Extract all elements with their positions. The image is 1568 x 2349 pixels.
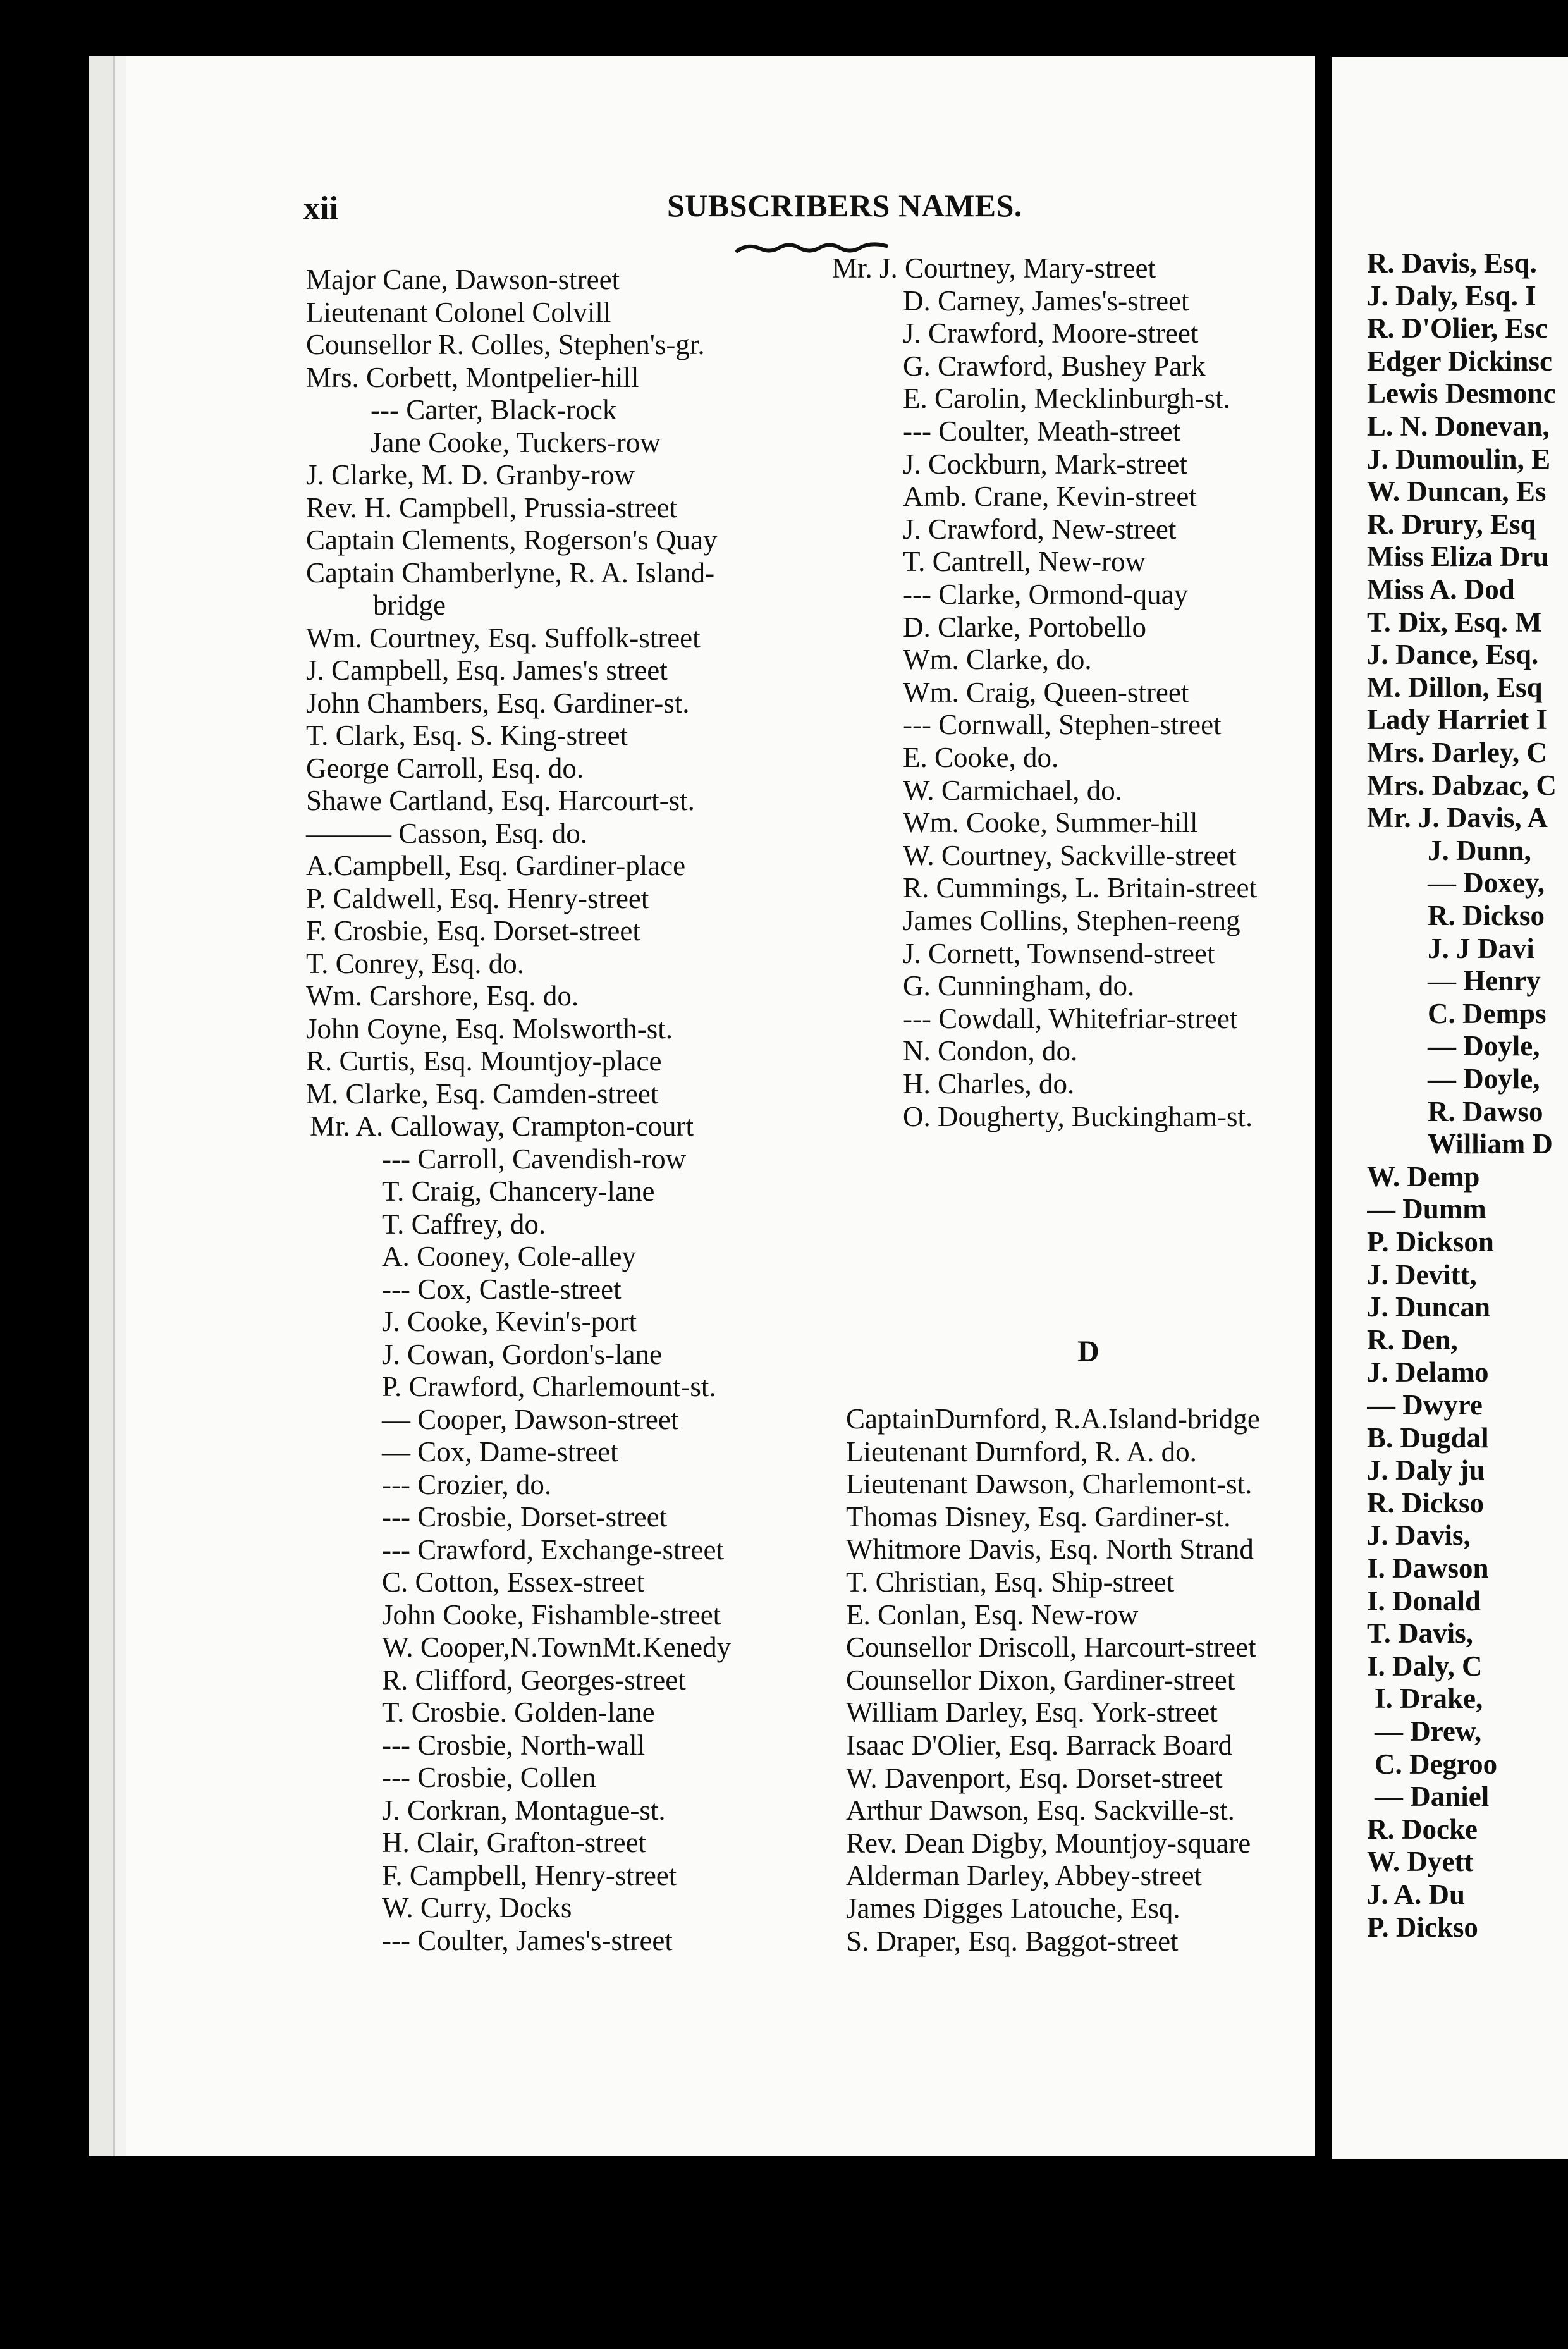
subscriber-entry: R. Cummings, L. Britain-street [903,872,1257,904]
subscriber-entry: --- Clarke, Ormond-quay [903,579,1189,610]
subscriber-entry: T. Clark, Esq. S. King-street [306,720,628,751]
subscriber-entry: — Doyle, [1428,1030,1540,1062]
subscriber-entry: --- Cowdall, Whitefriar-street [903,1002,1238,1034]
page-number: xii [303,190,338,226]
subscriber-entry: E. Conlan, Esq. New-row [846,1598,1139,1631]
subscriber-entry: J. Devitt, [1367,1258,1477,1291]
subscriber-entry: J. Dumoulin, E [1367,443,1551,475]
subscriber-entry: — Drew, [1375,1715,1482,1747]
subscriber-entry: Lewis Desmonc [1367,377,1556,410]
subscriber-entry: --- Coulter, Meath-street [903,415,1181,447]
subscriber-entry: T. Davis, [1367,1617,1473,1650]
section-letter: D [1077,1335,1099,1368]
subscriber-entry: Wm. Craig, Queen-street [903,676,1189,708]
subscriber-entry: Wm. Courtney, Esq. Suffolk-street [306,622,701,654]
subscriber-entry: N. Condon, do. [903,1035,1078,1067]
subscriber-entry: G. Crawford, Bushey Park [903,350,1206,382]
subscriber-entry: Wm. Carshore, Esq. do. [306,980,579,1012]
subscriber-entry: James Collins, Stephen-reeng [903,905,1240,936]
subscriber-entry: B. Dugdal [1367,1421,1489,1454]
subscriber-entry: Rev. H. Campbell, Prussia-street [306,491,677,524]
subscriber-entry: Lieutenant Durnford, R. A. do. [846,1435,1197,1468]
subscriber-entry: C. Cotton, Essex-street [382,1566,644,1598]
subscriber-entry: R. Docke [1367,1813,1478,1845]
subscriber-entry: J. Cowan, Gordon's-lane [382,1338,663,1370]
subscriber-entry: John Cooke, Fishamble-street [382,1598,721,1631]
subscriber-entry: Rev. Dean Digby, Mountjoy-square [846,1827,1251,1859]
subscriber-entry: E. Cooke, do. [903,742,1059,773]
subscriber-entry: — Dwyre [1367,1389,1483,1421]
subscriber-entry: J. Daly ju [1367,1454,1485,1487]
subscriber-entry: --- Crosbie, North-wall [382,1729,646,1761]
subscriber-entry: Mrs. Dabzac, C [1367,769,1557,801]
subscriber-entry: W. Davenport, Esq. Dorset-street [846,1762,1223,1794]
subscriber-entry: R. Curtis, Esq. Mountjoy-place [306,1045,662,1077]
subscriber-entry: F. Campbell, Henry-street [382,1859,677,1891]
page-title: SUBSCRIBERS NAMES. [667,188,1022,223]
subscriber-entry: D. Clarke, Portobello [903,611,1146,643]
subscriber-entry: S. Draper, Esq. Baggot-street [846,1925,1179,1957]
subscriber-entry: H. Charles, do. [903,1068,1075,1100]
subscriber-entry: --- Crosbie, Collen [382,1762,596,1793]
subscriber-entry: --- Crawford, Exchange-street [382,1533,724,1566]
subscriber-entry: Arthur Dawson, Esq. Sackville-st. [846,1794,1235,1827]
subscriber-entry: W. Dyett [1367,1846,1474,1878]
subscriber-entry: I. Dawson [1367,1552,1489,1584]
subscriber-entry: James Digges Latouche, Esq. [846,1892,1180,1924]
subscriber-entry: R. Den, [1367,1323,1458,1356]
subscriber-entry: R. Clifford, Georges-street [382,1664,686,1696]
subscriber-entry: Mrs. Darley, C [1367,737,1547,768]
subscriber-entry: Mr. J. Davis, A [1367,802,1548,834]
subscriber-entry: Wm. Cooke, Summer-hill [903,807,1198,839]
subscriber-entry: — Cox, Dame-street [382,1436,618,1468]
subscriber-entry: T. Dix, Esq. M [1367,606,1542,638]
subscriber-entry: P. Caldwell, Esq. Henry-street [306,882,649,914]
subscriber-entry: — Doyle, [1428,1063,1540,1095]
subscriber-entry: — Doxey, [1428,867,1545,899]
subscriber-entry: J. Clarke, M. D. Granby-row [306,459,635,491]
subscriber-entry: H. Clair, Grafton-street [382,1827,647,1858]
subscriber-entry: W. Carmichael, do. [903,774,1122,806]
subscriber-entry: Lieutenant Dawson, Charlemont-st. [846,1468,1253,1500]
subscriber-entry: --- Carter, Black-rock [371,394,617,426]
subscriber-entry: M. Clarke, Esq. Camden-street [306,1077,659,1110]
subscriber-entry: T. Christian, Esq. Ship-street [846,1566,1175,1598]
subscriber-entry: J. A. Du [1367,1879,1466,1910]
subscriber-entry: --- Cornwall, Stephen-street [903,709,1222,741]
subscriber-entry: P. Dickso [1367,1911,1478,1943]
subscriber-entry: R. D'Olier, Esc [1367,312,1548,345]
subscriber-entry: D. Carney, James's-street [903,285,1189,317]
subscriber-entry: I. Daly, C [1367,1650,1483,1682]
subscriber-entry: J. Cockburn, Mark-street [903,448,1187,480]
subscriber-entry: — Henry [1428,965,1541,997]
subscriber-entry: CaptainDurnford, R.A.Island-bridge [846,1403,1260,1435]
subscriber-entry: Whitmore Davis, Esq. North Strand [846,1533,1254,1566]
subscriber-entry: Edger Dickinsc [1367,345,1552,377]
subscriber-entry: Wm. Clarke, do. [903,644,1092,676]
subscriber-entry: C. Degroo [1375,1748,1498,1780]
subscriber-entry: T. Caffrey, do. [382,1208,546,1240]
subscriber-entry: Miss A. Dod [1367,573,1515,605]
subscriber-entry: — Daniel [1375,1781,1490,1813]
subscriber-entry: J. Davis, [1367,1519,1471,1552]
subscriber-entry: --- Cox, Castle-street [382,1273,622,1305]
subscriber-entry: R. Dawso [1428,1095,1543,1127]
subscriber-entry: R. Davis, Esq. [1367,247,1537,279]
subscriber-entry: R. Dickso [1367,1487,1485,1519]
subscriber-entry: Miss Eliza Dru [1367,541,1549,573]
subscriber-entry: George Carroll, Esq. do. [306,752,584,784]
subscriber-entry: Lady Harriet I [1367,704,1547,736]
subscriber-entry: Major Cane, Dawson-street [306,264,620,295]
subscriber-entry: William Darley, Esq. York-street [846,1696,1218,1729]
subscriber-entry: A. Cooney, Cole-alley [382,1241,636,1272]
subscriber-entry: I. Donald [1367,1585,1481,1617]
subscriber-entry: J. Cooke, Kevin's-port [382,1306,637,1337]
subscriber-entry: Mr. J. Courtney, Mary-street [832,252,1156,284]
subscriber-entry: W. Curry, Docks [382,1892,572,1923]
subscriber-entry: Mrs. Corbett, Montpelier-hill [306,361,639,393]
subscriber-entry: L. N. Donevan, [1367,410,1550,442]
subscriber-entry: T. Craig, Chancery-lane [382,1175,655,1207]
subscriber-entry: Counsellor Driscoll, Harcourt-street [846,1631,1256,1664]
subscriber-entry: T. Crosbie. Golden-lane [382,1696,655,1728]
subscriber-entry: G. Cunningham, do. [903,970,1135,1002]
subscriber-entry: J. Dunn, [1428,834,1531,866]
subscriber-entry: William D [1428,1128,1553,1160]
subscriber-entry: Captain Chamberlyne, R. A. Island- [306,556,715,589]
subscriber-entry: C. Demps [1428,997,1547,1029]
subscriber-entry: J. Crawford, Moore-street [903,317,1199,350]
subscriber-entry: T. Cantrell, New-row [903,546,1146,578]
subscriber-entry: Counsellor R. Colles, Stephen's-gr. [306,329,705,360]
subscriber-entry: W. Cooper,N.TownMt.Kenedy [382,1631,732,1663]
subscriber-entry: Jane Cooke, Tuckers-row [371,426,661,458]
right-page-column [1367,247,1568,2349]
subscriber-entry: J. Crawford, New-street [903,513,1177,545]
subscriber-entry: --- Crosbie, Dorset-street [382,1501,668,1533]
subscriber-entry: J. Delamo [1367,1356,1489,1389]
subscriber-entry: E. Carolin, Mecklinburgh-st. [903,383,1230,415]
subscriber-entry: I. Drake, [1375,1683,1483,1715]
subscriber-entry: J. Dance, Esq. [1367,639,1539,671]
subscriber-entry: bridge [373,589,446,621]
subscriber-entry: --- Coulter, James's-street [382,1924,673,1956]
subscriber-entry: J. Daly, Esq. I [1367,279,1536,312]
subscriber-entry: Mr. A. Calloway, Crampton-court [310,1110,694,1142]
subscriber-entry: M. Dillon, Esq [1367,671,1543,703]
subscriber-entry: ——— Casson, Esq. do. [306,817,588,849]
subscriber-entry: Alderman Darley, Abbey-street [846,1860,1203,1892]
subscriber-entry: R. Drury, Esq [1367,508,1536,540]
subscriber-entry: Captain Clements, Rogerson's Quay [306,524,718,556]
subscriber-entry: Lieutenant Colonel Colvill [306,296,611,328]
subscriber-entry: Amb. Crane, Kevin-street [903,481,1197,513]
subscriber-entry: Counsellor Dixon, Gardiner-street [846,1664,1235,1696]
subscriber-entry: Thomas Disney, Esq. Gardiner-st. [846,1500,1231,1533]
subscriber-entry: — Cooper, Dawson-street [382,1403,679,1435]
subscriber-entry: W. Duncan, Es [1367,475,1547,508]
subscriber-entry: P. Dickson [1367,1226,1494,1258]
subscriber-entry: W. Courtney, Sackville-street [903,839,1237,871]
subscriber-entry: O. Dougherty, Buckingham-st. [903,1100,1253,1132]
subscriber-entry: Isaac D'Olier, Esq. Barrack Board [846,1729,1233,1761]
subscriber-entry: — Dumm [1367,1193,1486,1225]
subscriber-entry: J. J Davi [1428,932,1534,964]
subscriber-entry: --- Carroll, Cavendish-row [382,1143,687,1175]
subscriber-entry: John Chambers, Esq. Gardiner-st. [306,687,690,719]
subscriber-entry: J. Corkran, Montague-st. [382,1794,666,1826]
subscriber-entry: P. Crawford, Charlemount-st. [382,1371,716,1402]
right-page [1332,57,1568,2159]
subscriber-entry: R. Dickso [1428,900,1545,931]
subscriber-entry: John Coyne, Esq. Molsworth-st. [306,1012,673,1045]
subscriber-entry: --- Crozier, do. [382,1468,552,1500]
subscriber-entry: J. Cornett, Townsend-street [903,937,1215,969]
subscriber-entry: J. Duncan [1367,1291,1491,1323]
subscriber-entry: Shawe Cartland, Esq. Harcourt-st. [306,785,695,816]
subscriber-entry: J. Campbell, Esq. James's street [306,654,668,686]
subscriber-entry: A.Campbell, Esq. Gardiner-place [306,850,686,881]
subscriber-entry: W. Demp [1367,1160,1480,1193]
subscriber-entry: F. Crosbie, Esq. Dorset-street [306,915,640,947]
subscriber-entry: T. Conrey, Esq. do. [306,947,524,979]
